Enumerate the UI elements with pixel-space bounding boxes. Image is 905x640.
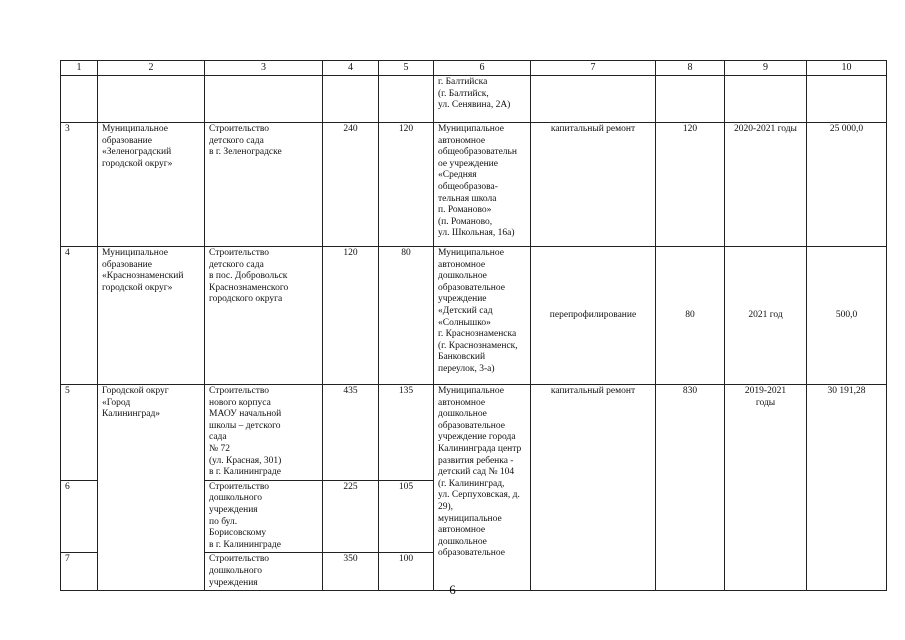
capacity-cell: 120: [323, 247, 379, 385]
places-cell: 135: [379, 385, 434, 481]
row-number-cell: 6: [61, 480, 98, 553]
row-number-cell: 5: [61, 385, 98, 481]
header-row: [61, 61, 887, 76]
table-row: [61, 123, 887, 247]
count-cell: 830: [656, 385, 725, 591]
places-cell: 105: [379, 480, 434, 553]
capacity-cell: 240: [323, 123, 379, 247]
period-cell: 2021 год: [725, 247, 807, 385]
header-cell: 1: [61, 61, 98, 76]
project-cell: Строительство нового корпуса МАОУ начальной школы – детского сада № 72 (ул. Красная, 301) в г. Калининграде: [205, 385, 323, 481]
table-row-continuation: [61, 76, 887, 123]
capacity-cell: 225: [323, 480, 379, 553]
header-cell: 3: [205, 61, 323, 76]
row-number-cell: 3: [61, 123, 98, 247]
header-cell: 4: [323, 61, 379, 76]
count-cell: 120: [656, 123, 725, 247]
amount-cell: 30 191,28: [807, 385, 887, 591]
municipality-cell: Муниципальное образование «Краснознаменский городской округ»: [98, 247, 205, 385]
project-cell: Строительство дошкольного учреждения: [205, 553, 323, 591]
work-type-cell: капитальный ремонт: [531, 385, 656, 591]
facility-cell: Муниципальное автономное общеобразовательн ое учреждение «Средняя общеобразова- тельная школа п. Романово» (п. Романово, ул. Школьная, 16а): [434, 123, 531, 247]
places-cell: 100: [379, 553, 434, 591]
header-cell: 8: [656, 61, 725, 76]
count-cell: 80: [656, 247, 725, 385]
row-number-cell: 7: [61, 553, 98, 591]
header-cell: 10: [807, 61, 887, 76]
header-cell: 6: [434, 61, 531, 76]
header-cell: 9: [725, 61, 807, 76]
header-cell: 7: [531, 61, 656, 76]
table-row: [61, 247, 887, 385]
facility-cell: г. Балтийска (г. Балтийск, ул. Сенявина, 2А): [434, 76, 531, 123]
amount-cell: 500,0: [807, 247, 887, 385]
capacity-cell: 435: [323, 385, 379, 481]
amount-cell: 25 000,0: [807, 123, 887, 247]
project-cell: Строительство дошкольного учреждения по бул. Борисовскому в г. Калининграде: [205, 480, 323, 553]
capacity-cell: 350: [323, 553, 379, 591]
project-cell: Строительство детского сада в пос. Добровольск Краснознаменского городского округа: [205, 247, 323, 385]
project-cell: Строительство детского сада в г. Зеленоградске: [205, 123, 323, 247]
table-row: [61, 385, 887, 481]
projects-table: [60, 60, 887, 591]
municipality-cell: Городской округ «Город Калининград»: [98, 385, 205, 591]
page-number: 6: [449, 582, 456, 597]
municipality-cell: Муниципальное образование «Зеленоградский городской округ»: [98, 123, 205, 247]
facility-cell: Муниципальное автономное дошкольное образовательное учреждение города Калининграда центр развития ребенка - детский сад № 104 (г. Калининград, ул. Серпуховская, д. 29), муниципальное автономное дошкольное образовательное: [434, 385, 531, 591]
period-cell: 2020-2021 годы: [725, 123, 807, 247]
row-number-cell: 4: [61, 247, 98, 385]
header-cell: 2: [98, 61, 205, 76]
places-cell: 120: [379, 123, 434, 247]
facility-cell: Муниципальное автономное дошкольное образовательное учреждение «Детский сад «Солнышко» г. Краснознаменска (г. Краснознаменск, Банковский переулок, 3-а): [434, 247, 531, 385]
header-cell: 5: [379, 61, 434, 76]
work-type-cell: капитальный ремонт: [531, 123, 656, 247]
work-type-cell: перепрофилирование: [531, 247, 656, 385]
period-cell: 2019-2021 годы: [725, 385, 807, 591]
places-cell: 80: [379, 247, 434, 385]
